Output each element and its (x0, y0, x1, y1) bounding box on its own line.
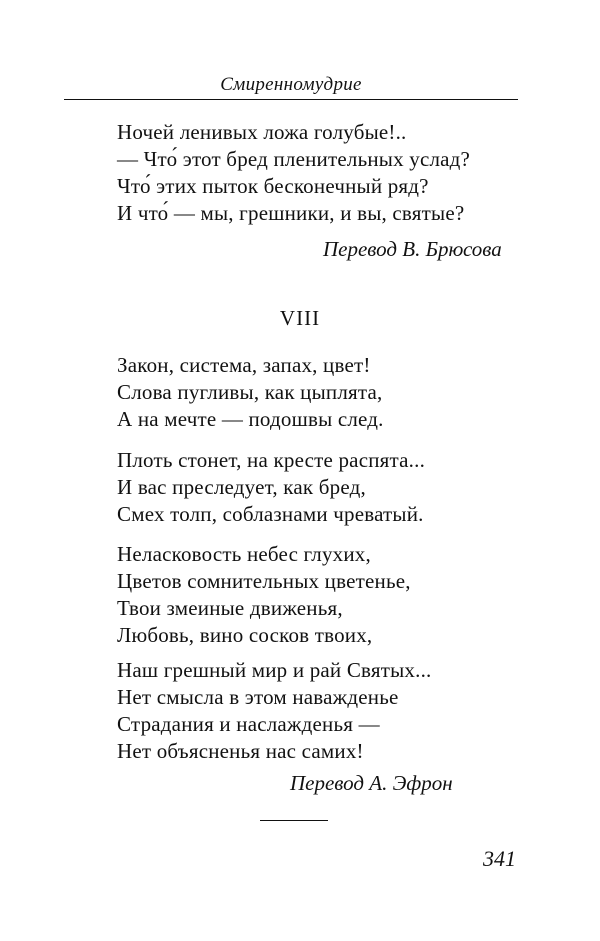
verse-line: Смех толп, соблазнами чреватый. (117, 502, 424, 526)
stanza-3 (117, 541, 411, 649)
verse-line: Слова пугливы, как цыплята, (117, 380, 383, 404)
closing-rule (260, 820, 328, 821)
header-rule (64, 99, 518, 100)
poem-end-stanza (117, 119, 470, 227)
verse-line: Ночей ленивых ложа голубые!.. (117, 120, 407, 144)
verse-line: А на мечте — подошвы след. (117, 407, 384, 431)
verse-line: — Что́ этот бред пленительных услад? (117, 147, 471, 171)
stanza-2 (117, 447, 425, 528)
verse-line: Неласковость небес глухих, (117, 542, 371, 566)
verse-line: И что́ — мы, грешники, и вы, святые? (117, 201, 465, 225)
running-head: Смиренномудрие (220, 74, 362, 95)
verse-line: Наш грешный мир и рай Святых... (117, 658, 432, 682)
verse-line: Что́ этих пыток бесконечный ряд? (117, 174, 429, 198)
section-number: VIII (279, 306, 321, 330)
verse-line: Цветов сомнительных цветенье, (117, 569, 411, 593)
verse-line: Твои змеиные движенья, (117, 596, 343, 620)
translator-attribution-bryusov: Перевод В. Брюсова (323, 237, 502, 261)
verse-line: Плоть стонет, на кресте распята... (117, 448, 426, 472)
stanza-1 (117, 352, 384, 433)
verse-line: Любовь, вино сосков твоих, (117, 623, 373, 647)
translator-attribution-efron: Перевод А. Эфрон (290, 771, 453, 795)
verse-line: И вас преследует, как бред, (117, 475, 366, 499)
page-number: 341 (483, 846, 516, 871)
stanza-4 (117, 657, 431, 765)
verse-line: Страдания и наслажденья — (117, 712, 380, 736)
verse-line: Нет объясненья нас самих! (117, 739, 364, 763)
verse-line: Нет смысла в этом наважденье (117, 685, 399, 709)
verse-line: Закон, система, запах, цвет! (117, 353, 371, 377)
